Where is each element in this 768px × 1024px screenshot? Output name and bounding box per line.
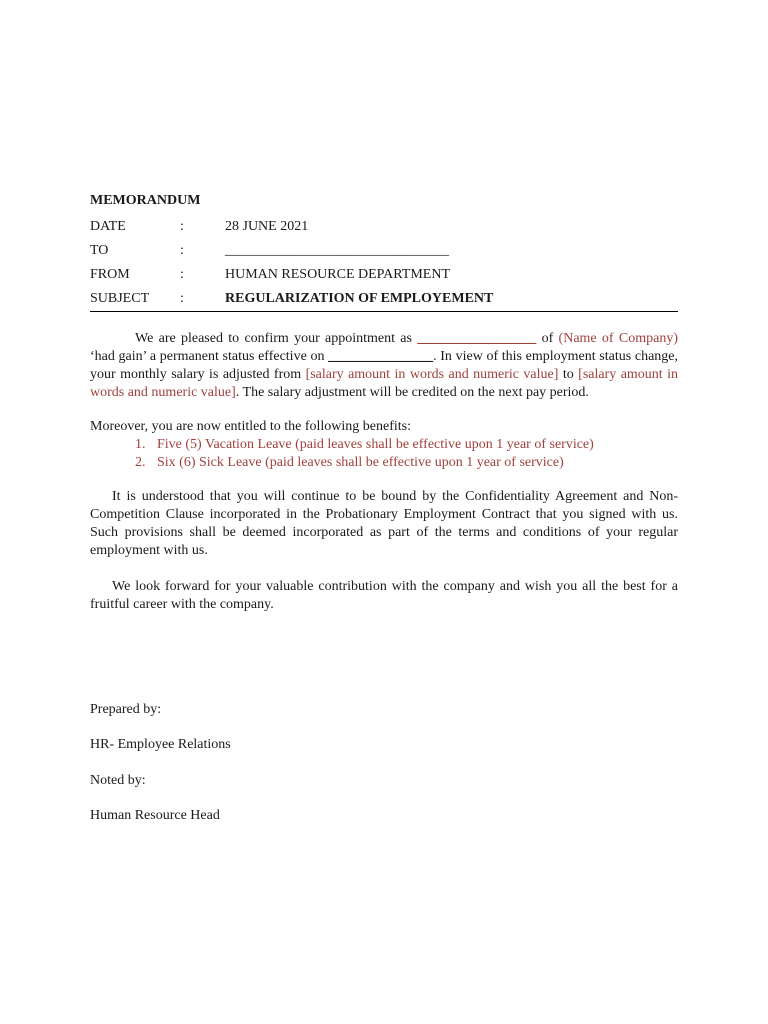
to-colon: : bbox=[180, 243, 184, 258]
confidentiality-paragraph: It is understood that you will continue to be bound by the Confidentiality Agreement and Non-Competition Clause incorporated in the Probationary Employment Contract that you signed with us. Such provisions shall be deemed incorporated as part of the terms and conditions of your regular employment with us. bbox=[90, 489, 678, 558]
noted-by-label: Noted by: bbox=[90, 773, 146, 788]
subject-colon: : bbox=[180, 291, 184, 306]
closing-paragraph: We look forward for your valuable contribution with the company and wish you all the best for a fruitful career with the company. bbox=[90, 579, 678, 612]
benefit-text: Five (5) Vacation Leave (paid leaves shall be effective upon 1 year of service) bbox=[157, 437, 594, 452]
benefit-item bbox=[135, 436, 678, 454]
benefit-number: 2. bbox=[135, 455, 146, 470]
to-value: ________________________________ bbox=[225, 243, 449, 258]
prepared-by-name: HR- Employee Relations bbox=[90, 737, 231, 752]
date-row bbox=[90, 215, 678, 239]
subject-row bbox=[90, 287, 678, 312]
from-value: HUMAN RESOURCE DEPARTMENT bbox=[225, 267, 450, 282]
company-placeholder: (Name of Company) bbox=[558, 331, 678, 346]
to-label: TO bbox=[90, 243, 109, 258]
para1-text-6: . The salary adjustment will be credited on the next pay period. bbox=[235, 385, 589, 400]
effective-date-blank: _______________ bbox=[328, 349, 434, 364]
para1-text-3: ‘had gain’ a permanent status effective on bbox=[90, 349, 329, 364]
appointment-paragraph bbox=[90, 330, 678, 402]
memo-content bbox=[90, 192, 678, 614]
para1-text-4: . In view of this employment status change, your monthly salary is adjusted from bbox=[90, 349, 678, 382]
subject-label: SUBJECT bbox=[90, 291, 150, 306]
prepared-by-label: Prepared by: bbox=[90, 702, 162, 717]
position-blank: _________________ bbox=[417, 331, 537, 346]
para1-text-2: of bbox=[536, 331, 559, 346]
para1-text-1: We are pleased to confirm your appointment as bbox=[135, 331, 418, 346]
benefits-list bbox=[90, 436, 678, 472]
subject-value: REGULARIZATION OF EMPLOYEMENT bbox=[225, 291, 494, 306]
benefit-item bbox=[135, 454, 678, 472]
from-row bbox=[90, 263, 678, 287]
date-label: DATE bbox=[90, 219, 126, 234]
to-row bbox=[90, 239, 678, 263]
salary-to-placeholder: [salary amount in words and numeric value] bbox=[90, 367, 679, 400]
salary-from-placeholder: [salary amount in words and numeric value] bbox=[305, 367, 559, 382]
from-colon: : bbox=[180, 267, 184, 282]
date-value: 28 JUNE 2021 bbox=[225, 219, 309, 234]
benefits-intro: Moreover, you are now entitled to the following benefits: bbox=[90, 419, 411, 434]
memo-title: MEMORANDUM bbox=[90, 193, 201, 208]
para1-text-5: to bbox=[558, 367, 579, 382]
benefit-number: 1. bbox=[135, 437, 146, 452]
noted-by-name: Human Resource Head bbox=[90, 808, 220, 823]
benefit-text: Six (6) Sick Leave (paid leaves shall be effective upon 1 year of service) bbox=[157, 455, 564, 470]
from-label: FROM bbox=[90, 267, 130, 282]
date-colon: : bbox=[180, 219, 184, 234]
